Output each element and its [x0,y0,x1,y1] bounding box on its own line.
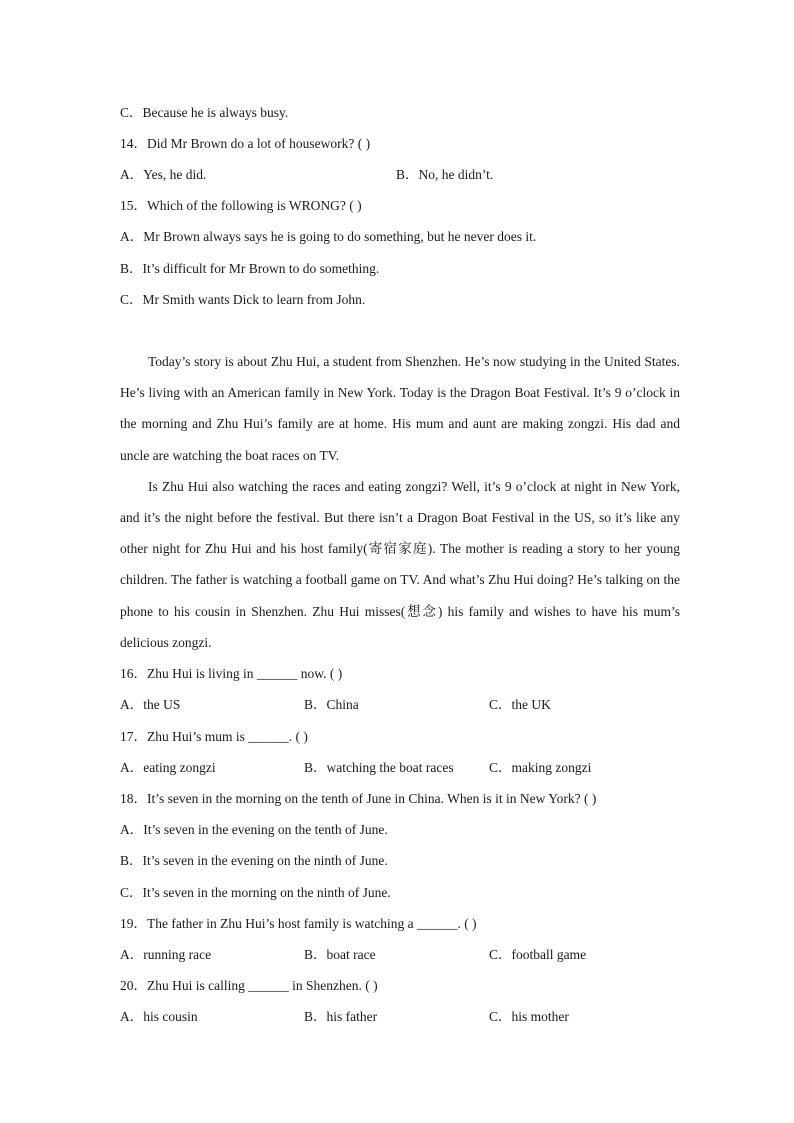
reading-passage [120,346,680,658]
q15-option-c: C．Mr Smith wants Dick to learn from John. [120,292,366,307]
passage-paragraph-2: Is Zhu Hui also watching the races and eating zongzi? Well, it’s 9 o’clock at night in New York, and it’s the night before the festival. But there isn’t a Dragon Boat Festival in the US, so it’s like any other night for Zhu Hui and his host family(寄宿家庭). The mother is reading a story to her young children. The father is watching a football game on TV. And what’s Zhu Hui doing? He’s talking on the phone to his cousin in Shenzhen. Zhu Hui misses(想念) his family and wishes to have his mum’s delicious zongzi. [120,478,680,650]
q17-option-c: C．making zongzi [489,760,592,775]
q15-stem: 15．Which of the following is WRONG? ( ) [120,198,362,213]
q16-option-c: C．the UK [489,697,551,712]
q18-option-a: A．It’s seven in the evening on the tenth of June. [120,822,388,837]
q14-option-b: B．No, he didn’t. [396,167,494,182]
q18-option-b: B．It’s seven in the evening on the ninth of June. [120,853,388,868]
q16-option-a: A．the US [120,697,181,712]
q14-option-a: A．Yes, he did. [120,167,207,182]
q19-option-a: A．running race [120,947,212,962]
q14-stem: 14．Did Mr Brown do a lot of housework? ( ) [120,136,371,151]
q18-option-c: C．It’s seven in the morning on the ninth of June. [120,885,391,900]
q20-option-a: A．his cousin [120,1009,198,1024]
q18-stem: 18．It’s seven in the morning on the tenth of June in China. When is it in New York? ( ) [120,791,597,806]
q13-option-c: C．Because he is always busy. [120,105,289,120]
q17-option-b: B．watching the boat races [304,760,454,775]
q17-stem: 17．Zhu Hui’s mum is ______. ( ) [120,729,308,744]
q20-stem: 20．Zhu Hui is calling ______ in Shenzhen. ( ) [120,978,378,993]
q15-option-a: A．Mr Brown always says he is going to do something, but he never does it. [120,229,537,244]
q17-option-a: A．eating zongzi [120,760,216,775]
q19-stem: 19．The father in Zhu Hui’s host family is watching a ______. ( ) [120,916,477,931]
q16-option-b: B．China [304,697,359,712]
passage-paragraph-1: Today’s story is about Zhu Hui, a student from Shenzhen. He’s now studying in the United States. He’s living with an American family in New York. Today is the Dragon Boat Festival. It’s 9 o’clock in the morning and Zhu Hui’s family are at home. His mum and aunt are making zongzi. His dad and uncle are watching the boat races on TV. [120,354,680,463]
q19-option-c: C．football game [489,947,587,962]
q15-option-b: B．It’s difficult for Mr Brown to do something. [120,261,380,276]
q16-stem: 16．Zhu Hui is living in ______ now. ( ) [120,666,343,681]
q19-option-b: B．boat race [304,947,376,962]
q20-option-c: C．his mother [489,1009,569,1024]
q20-option-b: B．his father [304,1009,378,1024]
